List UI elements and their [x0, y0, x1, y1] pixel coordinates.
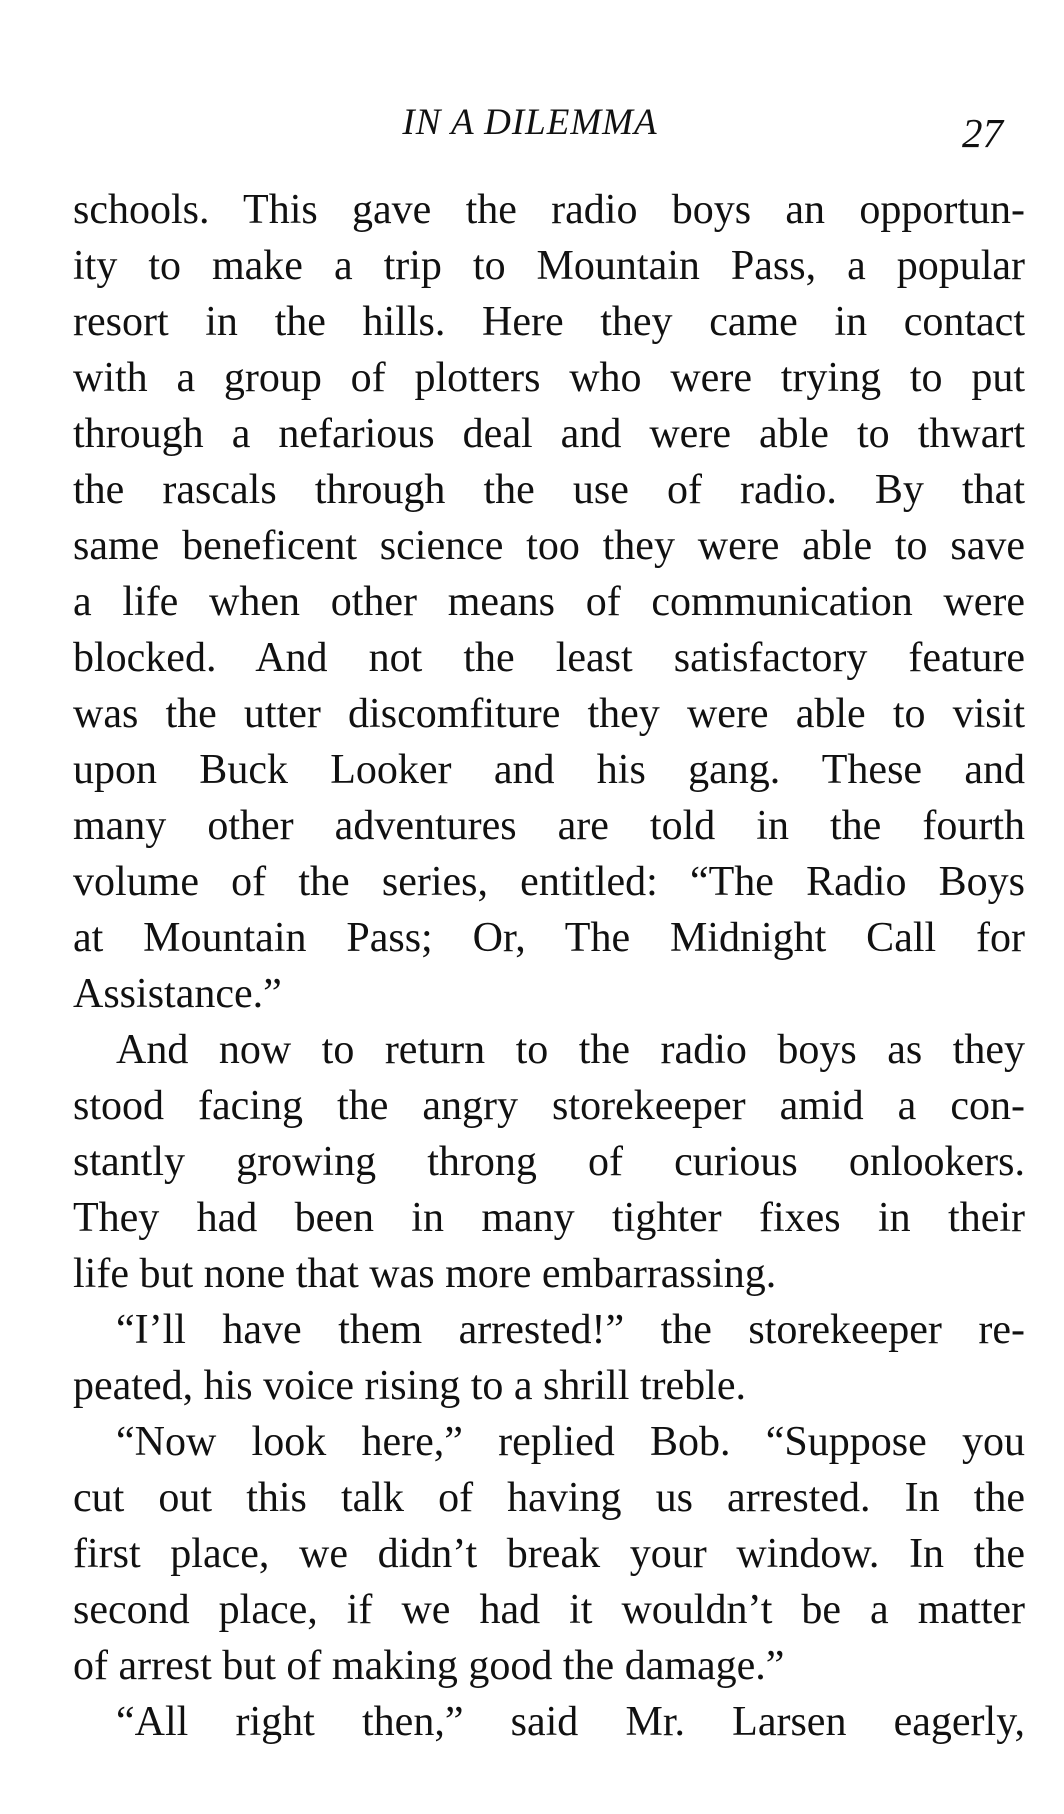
text-line: of arrest but of making good the damage.”: [73, 1643, 785, 1689]
text-line: ity to make a trip to Mountain Pass, a popular: [73, 243, 1025, 289]
text-line: And now to return to the radio boys as they: [116, 1027, 1025, 1073]
text-line: resort in the hills. Here they came in contact: [73, 299, 1025, 345]
paragraph-1: [73, 182, 1025, 1022]
running-title: IN A DILEMMA: [402, 102, 658, 143]
text-line: first place, we didn’t break your window. In the: [73, 1531, 1025, 1577]
page-number: 27: [962, 110, 1003, 156]
text-line: peated, his voice rising to a shrill treble.: [73, 1363, 746, 1409]
text-line: blocked. And not the least satisfactory feature: [73, 635, 1025, 681]
text-line: “I’ll have them arrested!” the storekeeper re-: [116, 1307, 1025, 1353]
paragraph-2: [73, 1022, 1025, 1302]
running-header: [0, 98, 1064, 158]
text-line: same beneficent science too they were able to save: [73, 523, 1025, 569]
text-line: Assistance.”: [73, 971, 282, 1017]
text-line: schools. This gave the radio boys an opportun-: [73, 187, 1025, 233]
text-line: many other adventures are told in the fourth: [73, 803, 1025, 849]
text-line: the rascals through the use of radio. By that: [73, 467, 1025, 513]
text-line: cut out this talk of having us arrested. In the: [73, 1475, 1025, 1521]
paragraph-3: [73, 1302, 1025, 1414]
paragraph-5: [73, 1694, 1025, 1750]
text-line: They had been in many tighter fixes in their: [73, 1195, 1025, 1241]
text-line: stantly growing throng of curious onlookers.: [73, 1139, 1025, 1185]
text-line: “All right then,” said Mr. Larsen eagerly,: [116, 1699, 1025, 1745]
text-line: upon Buck Looker and his gang. These and: [73, 747, 1025, 793]
text-line: volume of the series, entitled: “The Radio Boys: [73, 859, 1025, 905]
text-line: with a group of plotters who were trying to put: [73, 355, 1025, 401]
paragraph-4: [73, 1414, 1025, 1694]
text-line: stood facing the angry storekeeper amid a con-: [73, 1083, 1025, 1129]
text-line: was the utter discomfiture they were able to visit: [73, 691, 1025, 737]
text-line: “Now look here,” replied Bob. “Suppose you: [116, 1419, 1025, 1465]
text-line: second place, if we had it wouldn’t be a matter: [73, 1587, 1025, 1633]
body-text: [73, 182, 1025, 1750]
text-line: through a nefarious deal and were able to thwart: [73, 411, 1025, 457]
text-line: life but none that was more embarrassing.: [73, 1251, 777, 1297]
text-line: a life when other means of communication were: [73, 579, 1025, 625]
text-line: at Mountain Pass; Or, The Midnight Call for: [73, 915, 1025, 961]
